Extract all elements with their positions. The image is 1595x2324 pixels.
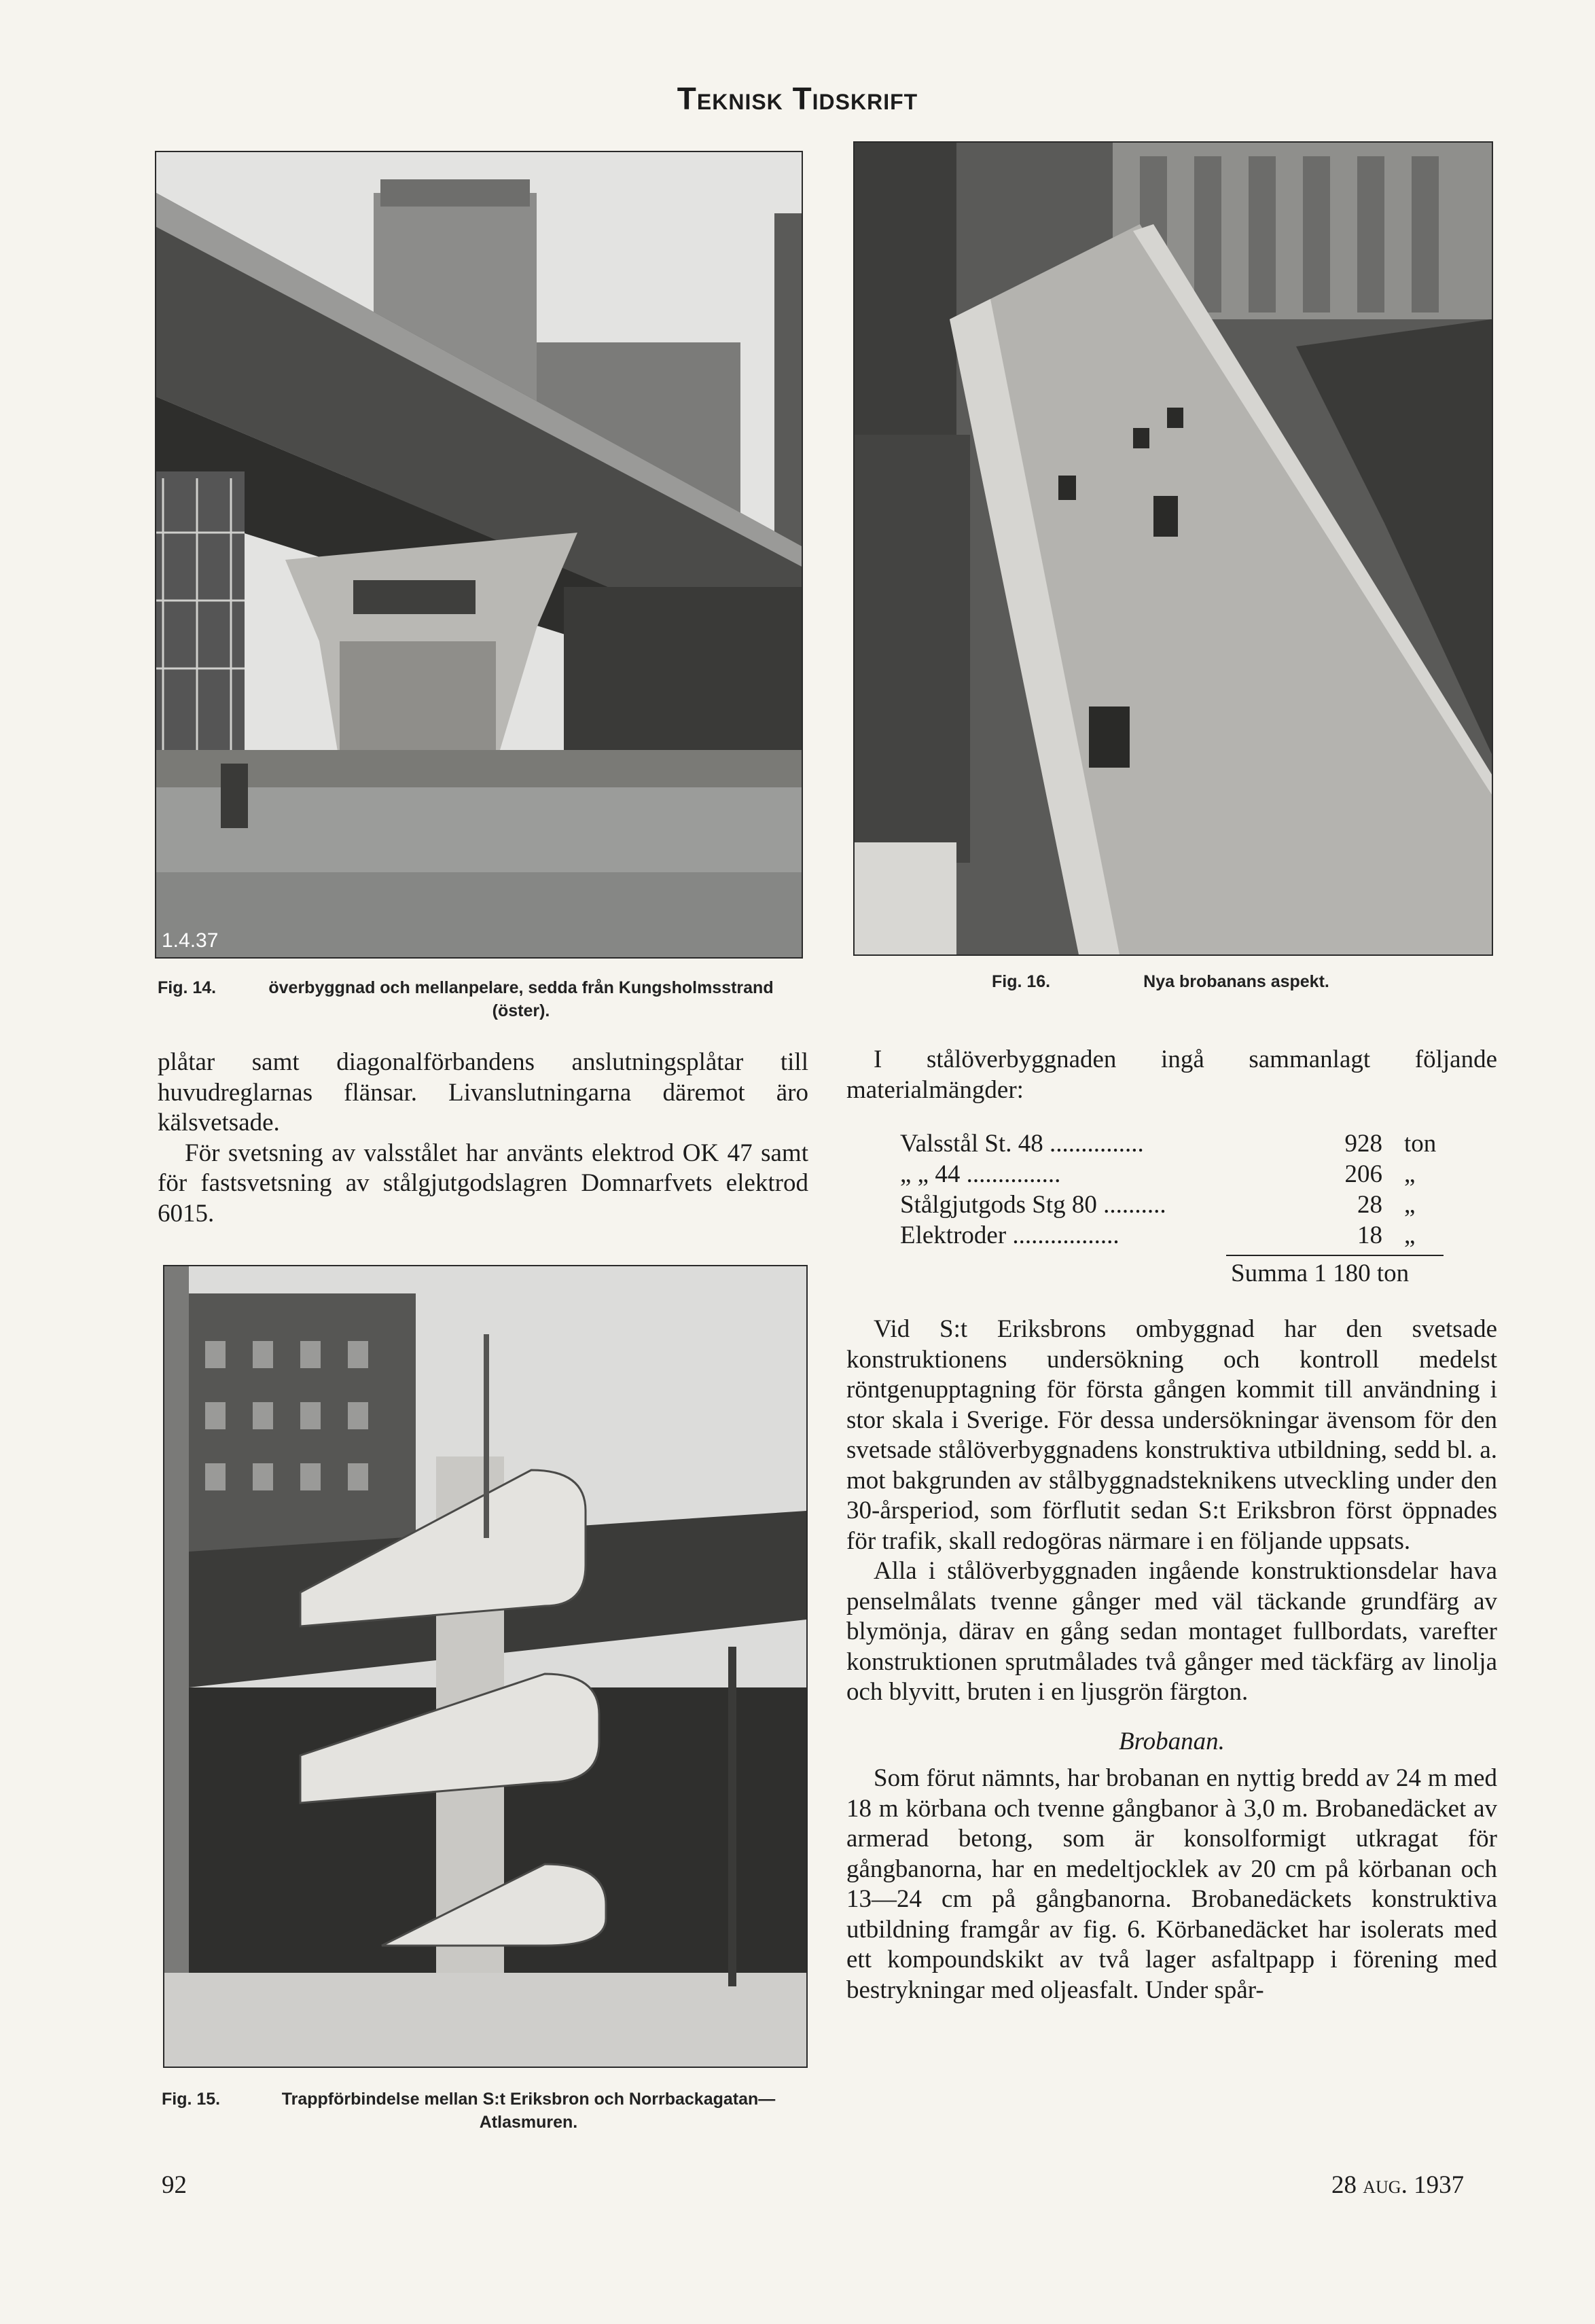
- table-divider: [1226, 1255, 1444, 1256]
- right-column-text: [846, 1315, 1497, 2005]
- figure-16-text: Nya brobanans aspekt.: [1143, 972, 1329, 991]
- photo-date-mark: 1.4.37: [162, 929, 219, 952]
- bridge-overbuild-illustration: [156, 152, 802, 957]
- paragraph: plåtar samt diagonalförbandens anslutningsplåtar till huvudreglarnas flänsar. Livanslutningarna däremot äro kälsvetsade.: [158, 1048, 808, 1137]
- material-value: 18: [1357, 1221, 1382, 1249]
- figure-15-photo: [163, 1265, 808, 2068]
- figure-16-caption: [992, 970, 1399, 997]
- figure-15-text: Trappförbindelse mellan S:t Eriksbron och Norrbackagatan—Atlasmuren.: [281, 2090, 776, 2132]
- paragraph: För svetsning av valsstålet har använts elektrod OK 47 samt för fastsvetsning av stålgjutgodslagren Domnarfvets elektrod 6015.: [158, 1139, 808, 1228]
- bridge-deck-aerial-illustration: [855, 143, 1492, 954]
- paragraph: Som förut nämnts, har brobanan en nyttig bredd av 24 m med 18 m körbana och tvenne gångbanor à 3,0 m. Brobanedäcket av armerad betong, som är konsolformigt utkragat för gångbanorna, har en medeltjocklek av 20 cm på körbanan och 13—24 cm på gångbanorna. Brobanedäckets konstruktiva utbildning framgår av fig. 6. Körbanedäcket har isolerats med ett kompoundskikt av två lager asfaltpapp i förening med bestrykningar med oljeasfalt. Under spår-: [846, 1764, 1497, 2004]
- total-unit: ton: [1376, 1259, 1410, 1287]
- material-unit: „: [1404, 1221, 1416, 1249]
- figure-16-number: Fig. 16.: [992, 972, 1051, 991]
- spiral-stair-illustration: [164, 1266, 806, 2067]
- figure-14-photo: [155, 151, 803, 959]
- material-value: 28: [1357, 1191, 1382, 1219]
- total-value: 1 180: [1314, 1259, 1371, 1287]
- material-label: Valsstål St. 48 ...............: [900, 1130, 1144, 1158]
- material-value: 928: [1344, 1130, 1382, 1158]
- page-number: 92: [162, 2171, 187, 2199]
- journal-title: Teknisk Tidskrift: [677, 81, 918, 116]
- material-unit: ton: [1404, 1130, 1437, 1158]
- materials-intro: [846, 1045, 1497, 1105]
- material-label: „ „ 44 ...............: [900, 1160, 1061, 1188]
- figure-15-number: Fig. 15.: [162, 2090, 221, 2109]
- figure-16-photo: [853, 141, 1493, 956]
- paragraph: I stålöverbyggnaden ingå sammanlagt följande materialmängder:: [846, 1045, 1497, 1104]
- paragraph: Alla i stålöverbyggnaden ingående konstruktionsdelar hava penselmålats tvenne gånger med väl täckande grundfärg av blymönja, därav en gång sedan montaget fullbordats, varefter konstruktionen sprutmålades två gånger med täckfärg av linolja och blyvitt, bruten i en ljusgrön färgton.: [846, 1557, 1497, 1706]
- left-column-text: [158, 1048, 808, 1229]
- paragraph: Vid S:t Eriksbrons ombyggnad har den svetsade konstruktionens undersökning och kontroll medelst röntgenupptagning för första gången kommit till användning i stor skala i Sverige. För dessa undersökningar ävensom för den svetsade stålöverbyggnadens konstruktiva utbildning, sedd bl. a. mot bakgrunden av stålbyggnadsteknikens utveckling under den 30-årsperiod, som förflutit sedan S:t Eriksbron först öppnades för trafik, skall redogöras närmare i en följande uppsats.: [846, 1315, 1497, 1555]
- material-label: Stålgjutgods Stg 80 ..........: [900, 1191, 1166, 1219]
- material-unit: „: [1404, 1191, 1416, 1219]
- table-row: [900, 1129, 1444, 1159]
- issue-date: 28 aug. 1937: [1331, 2171, 1465, 2199]
- figure-14-text: överbyggnad och mellanpelare, sedda från Kungsholmsstrand (öster).: [268, 978, 774, 1020]
- material-value: 206: [1344, 1160, 1382, 1188]
- figure-15-caption: [162, 2088, 807, 2137]
- figure-14-number: Fig. 14.: [158, 978, 217, 997]
- table-row: [900, 1160, 1444, 1190]
- table-row: [900, 1221, 1444, 1251]
- figure-14-caption: [158, 976, 803, 1025]
- materials-total: [1231, 1259, 1409, 1288]
- total-label: Summa: [1231, 1259, 1308, 1287]
- section-heading: Brobanan.: [1119, 1727, 1225, 1755]
- material-label: Elektroder .................: [900, 1221, 1119, 1249]
- table-row: [900, 1190, 1444, 1220]
- material-unit: „: [1404, 1160, 1416, 1188]
